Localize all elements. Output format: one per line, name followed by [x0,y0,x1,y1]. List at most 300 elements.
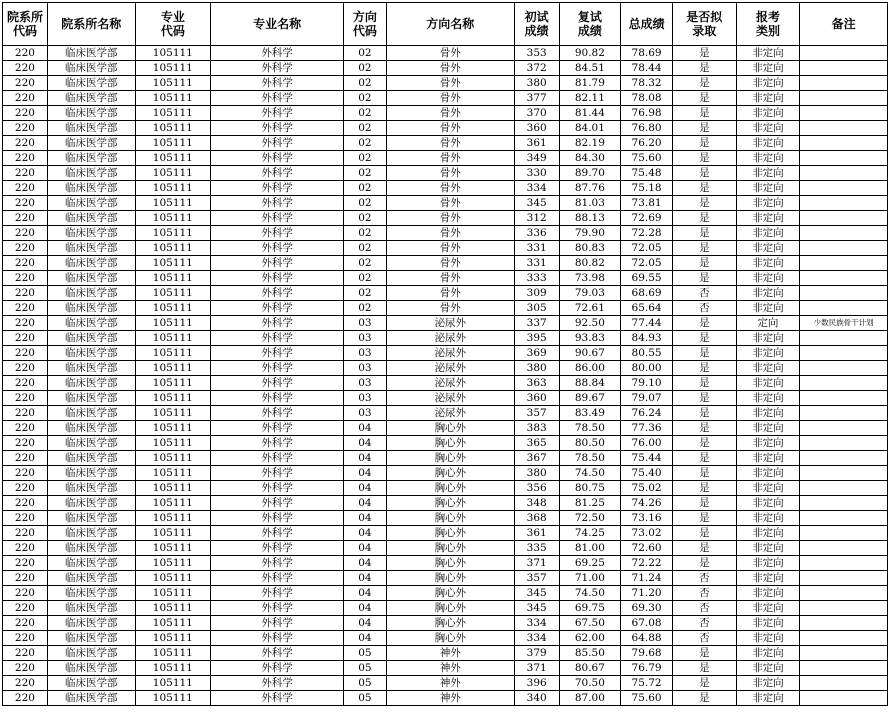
cell-type: 非定向 [736,106,800,121]
cell-dir-code: 02 [344,256,387,271]
cell-initial: 367 [514,451,559,466]
cell-major-code: 105111 [135,166,211,181]
cell-dept-code: 220 [3,361,48,376]
table-row [3,46,888,61]
cell-major-name: 外科学 [211,346,344,361]
cell-major-name: 外科学 [211,181,344,196]
cell-type: 非定向 [736,586,800,601]
header-label-line: 专业 [160,10,185,24]
header-label-line: 是否拟 [686,10,723,24]
cell-dir-name: 泌尿外 [386,346,514,361]
cell-dir-code: 04 [344,571,387,586]
cell-type: 非定向 [736,91,800,106]
cell-dir-code: 02 [344,166,387,181]
cell-total: 78.69 [621,46,673,61]
cell-dept-name: 临床医学部 [47,691,135,706]
cell-major-code: 105111 [135,601,211,616]
cell-retest: 79.90 [559,226,621,241]
cell-retest: 81.00 [559,541,621,556]
cell-total: 76.00 [621,436,673,451]
cell-dept-code: 220 [3,691,48,706]
cell-initial: 395 [514,331,559,346]
cell-major-code: 105111 [135,556,211,571]
cell-admit: 是 [672,121,736,136]
cell-type: 非定向 [736,211,800,226]
cell-total: 68.69 [621,286,673,301]
cell-major-code: 105111 [135,121,211,136]
cell-type: 非定向 [736,166,800,181]
admission-results-table [2,2,888,706]
cell-note [800,436,888,451]
cell-dept-name: 临床医学部 [47,316,135,331]
cell-dept-code: 220 [3,556,48,571]
cell-admit: 是 [672,556,736,571]
cell-retest: 80.82 [559,256,621,271]
table-row [3,361,888,376]
cell-dept-code: 220 [3,346,48,361]
cell-retest: 74.50 [559,466,621,481]
cell-initial: 368 [514,511,559,526]
header-label-line: 代码 [352,24,377,38]
cell-admit: 是 [672,376,736,391]
cell-admit: 是 [672,466,736,481]
cell-total: 72.60 [621,541,673,556]
table-row [3,256,888,271]
table-row [3,496,888,511]
cell-dir-name: 骨外 [386,136,514,151]
cell-major-name: 外科学 [211,406,344,421]
cell-retest: 81.44 [559,106,621,121]
table-row [3,571,888,586]
cell-dir-name: 骨外 [386,256,514,271]
cell-major-name: 外科学 [211,106,344,121]
cell-dept-name: 临床医学部 [47,301,135,316]
cell-total: 71.20 [621,586,673,601]
cell-dir-name: 泌尿外 [386,376,514,391]
cell-admit: 是 [672,226,736,241]
cell-note [800,136,888,151]
cell-admit: 是 [672,406,736,421]
cell-dept-name: 临床医学部 [47,601,135,616]
cell-total: 80.55 [621,346,673,361]
cell-initial: 345 [514,196,559,211]
cell-dept-code: 220 [3,331,48,346]
table-row [3,481,888,496]
cell-dir-code: 03 [344,376,387,391]
cell-major-name: 外科学 [211,46,344,61]
cell-retest: 87.76 [559,181,621,196]
cell-retest: 67.50 [559,616,621,631]
cell-initial: 305 [514,301,559,316]
table-body [3,46,888,706]
cell-note [800,241,888,256]
cell-retest: 74.25 [559,526,621,541]
cell-dir-code: 02 [344,226,387,241]
cell-dept-code: 220 [3,316,48,331]
cell-total: 69.55 [621,271,673,286]
cell-dir-name: 骨外 [386,211,514,226]
cell-type: 非定向 [736,376,800,391]
cell-dir-code: 02 [344,76,387,91]
cell-type: 非定向 [736,601,800,616]
cell-admit: 是 [672,331,736,346]
cell-initial: 331 [514,241,559,256]
cell-major-name: 外科学 [211,361,344,376]
cell-dir-name: 骨外 [386,286,514,301]
cell-major-name: 外科学 [211,691,344,706]
cell-initial: 356 [514,481,559,496]
column-header-retest [559,3,621,46]
cell-major-name: 外科学 [211,481,344,496]
table-row [3,316,888,331]
table-row [3,691,888,706]
cell-dir-code: 03 [344,391,387,406]
cell-retest: 84.01 [559,121,621,136]
cell-dir-name: 胸心外 [386,451,514,466]
cell-retest: 90.82 [559,46,621,61]
cell-admit: 是 [672,691,736,706]
cell-initial: 360 [514,121,559,136]
cell-dept-code: 220 [3,571,48,586]
cell-initial: 380 [514,76,559,91]
cell-major-code: 105111 [135,346,211,361]
cell-admit: 是 [672,241,736,256]
column-header-major-code [135,3,211,46]
cell-dir-code: 03 [344,361,387,376]
header-label-line: 复试 [577,10,602,24]
cell-note [800,376,888,391]
cell-initial: 371 [514,661,559,676]
cell-retest: 80.67 [559,661,621,676]
cell-dept-code: 220 [3,661,48,676]
table-row [3,526,888,541]
cell-admit: 是 [672,196,736,211]
header-label-line: 院系所名称 [61,17,122,31]
table-row [3,91,888,106]
cell-major-code: 105111 [135,256,211,271]
table-row [3,196,888,211]
cell-major-name: 外科学 [211,601,344,616]
cell-dept-name: 临床医学部 [47,61,135,76]
cell-dept-code: 220 [3,391,48,406]
cell-note [800,361,888,376]
cell-initial: 349 [514,151,559,166]
cell-initial: 335 [514,541,559,556]
cell-retest: 72.50 [559,511,621,526]
table-row [3,226,888,241]
cell-major-name: 外科学 [211,211,344,226]
cell-major-name: 外科学 [211,241,344,256]
cell-note [800,526,888,541]
cell-dir-name: 神外 [386,661,514,676]
cell-note [800,121,888,136]
cell-dir-code: 03 [344,346,387,361]
cell-note [800,556,888,571]
cell-major-code: 105111 [135,661,211,676]
cell-dept-name: 临床医学部 [47,211,135,226]
cell-major-name: 外科学 [211,676,344,691]
cell-admit: 是 [672,136,736,151]
cell-major-name: 外科学 [211,286,344,301]
cell-dir-name: 胸心外 [386,466,514,481]
cell-dept-name: 临床医学部 [47,226,135,241]
cell-retest: 88.13 [559,211,621,226]
cell-note [800,496,888,511]
cell-major-name: 外科学 [211,151,344,166]
cell-retest: 70.50 [559,676,621,691]
cell-dept-code: 220 [3,421,48,436]
cell-major-code: 105111 [135,466,211,481]
table-row [3,376,888,391]
cell-admit: 是 [672,421,736,436]
cell-total: 76.24 [621,406,673,421]
cell-type: 非定向 [736,76,800,91]
cell-dir-name: 骨外 [386,241,514,256]
cell-major-name: 外科学 [211,91,344,106]
cell-type: 非定向 [736,691,800,706]
cell-dept-name: 临床医学部 [47,616,135,631]
cell-note [800,286,888,301]
cell-major-code: 105111 [135,526,211,541]
cell-total: 78.32 [621,76,673,91]
cell-major-code: 105111 [135,136,211,151]
cell-admit: 否 [672,616,736,631]
cell-dir-code: 02 [344,151,387,166]
cell-dir-code: 04 [344,616,387,631]
cell-major-code: 105111 [135,331,211,346]
cell-retest: 81.03 [559,196,621,211]
cell-type: 非定向 [736,511,800,526]
cell-dept-code: 220 [3,211,48,226]
cell-initial: 365 [514,436,559,451]
cell-major-name: 外科学 [211,556,344,571]
cell-dir-code: 04 [344,481,387,496]
cell-type: 非定向 [736,526,800,541]
cell-note [800,541,888,556]
column-header-dept-code [3,3,48,46]
cell-dept-code: 220 [3,166,48,181]
cell-dept-name: 临床医学部 [47,526,135,541]
cell-retest: 89.67 [559,391,621,406]
cell-total: 73.02 [621,526,673,541]
cell-dept-name: 临床医学部 [47,331,135,346]
cell-dept-code: 220 [3,376,48,391]
cell-major-code: 105111 [135,376,211,391]
cell-total: 72.22 [621,556,673,571]
table-row [3,136,888,151]
cell-initial: 340 [514,691,559,706]
cell-dept-name: 临床医学部 [47,436,135,451]
cell-dir-code: 04 [344,631,387,646]
cell-total: 78.08 [621,91,673,106]
cell-admit: 否 [672,586,736,601]
cell-dept-code: 220 [3,676,48,691]
cell-major-code: 105111 [135,316,211,331]
cell-dept-code: 220 [3,196,48,211]
cell-type: 非定向 [736,616,800,631]
cell-dir-name: 胸心外 [386,496,514,511]
cell-dept-code: 220 [3,136,48,151]
cell-total: 78.44 [621,61,673,76]
cell-dept-name: 临床医学部 [47,46,135,61]
cell-dept-code: 220 [3,181,48,196]
cell-dept-name: 临床医学部 [47,571,135,586]
cell-dir-name: 泌尿外 [386,316,514,331]
cell-admit: 否 [672,601,736,616]
cell-note [800,181,888,196]
cell-initial: 383 [514,421,559,436]
cell-type: 非定向 [736,496,800,511]
cell-dept-name: 临床医学部 [47,631,135,646]
cell-dir-code: 03 [344,316,387,331]
cell-total: 75.72 [621,676,673,691]
cell-admit: 是 [672,166,736,181]
cell-total: 65.64 [621,301,673,316]
cell-admit: 是 [672,361,736,376]
cell-dept-name: 临床医学部 [47,511,135,526]
table-row [3,676,888,691]
cell-major-code: 105111 [135,691,211,706]
column-header-major-name [211,3,344,46]
cell-initial: 379 [514,646,559,661]
cell-admit: 是 [672,76,736,91]
cell-type: 非定向 [736,556,800,571]
cell-total: 76.98 [621,106,673,121]
cell-admit: 否 [672,631,736,646]
cell-initial: 333 [514,271,559,286]
cell-admit: 是 [672,271,736,286]
cell-total: 80.00 [621,361,673,376]
cell-dept-name: 临床医学部 [47,361,135,376]
cell-note [800,346,888,361]
cell-note [800,466,888,481]
column-header-note [800,3,888,46]
cell-total: 67.08 [621,616,673,631]
cell-dept-name: 临床医学部 [47,451,135,466]
cell-dept-code: 220 [3,541,48,556]
cell-dir-name: 神外 [386,676,514,691]
cell-admit: 是 [672,481,736,496]
cell-initial: 361 [514,526,559,541]
cell-note [800,256,888,271]
cell-dir-name: 胸心外 [386,436,514,451]
cell-retest: 69.25 [559,556,621,571]
cell-note [800,211,888,226]
table-row [3,151,888,166]
cell-dir-code: 02 [344,181,387,196]
cell-type: 非定向 [736,406,800,421]
cell-retest: 81.79 [559,76,621,91]
cell-dept-name: 临床医学部 [47,466,135,481]
cell-admit: 是 [672,496,736,511]
cell-major-code: 105111 [135,496,211,511]
cell-admit: 是 [672,391,736,406]
cell-dept-code: 220 [3,301,48,316]
cell-initial: 334 [514,616,559,631]
cell-major-code: 105111 [135,676,211,691]
cell-note [800,661,888,676]
cell-dir-code: 02 [344,121,387,136]
cell-major-name: 外科学 [211,61,344,76]
cell-note [800,586,888,601]
cell-type: 非定向 [736,46,800,61]
cell-initial: 371 [514,556,559,571]
table-row [3,466,888,481]
cell-dept-code: 220 [3,61,48,76]
cell-retest: 80.83 [559,241,621,256]
table-row [3,421,888,436]
cell-major-name: 外科学 [211,316,344,331]
cell-total: 72.05 [621,256,673,271]
cell-major-name: 外科学 [211,226,344,241]
cell-type: 非定向 [736,481,800,496]
cell-retest: 88.84 [559,376,621,391]
cell-note [800,511,888,526]
cell-dir-name: 胸心外 [386,601,514,616]
table-row [3,211,888,226]
header-label-line: 方向名称 [426,17,475,31]
cell-note [800,676,888,691]
cell-dept-name: 临床医学部 [47,556,135,571]
cell-retest: 71.00 [559,571,621,586]
cell-note [800,451,888,466]
cell-major-code: 105111 [135,631,211,646]
cell-initial: 309 [514,286,559,301]
cell-major-code: 105111 [135,91,211,106]
cell-dept-name: 临床医学部 [47,256,135,271]
cell-initial: 372 [514,61,559,76]
cell-major-name: 外科学 [211,631,344,646]
cell-major-code: 105111 [135,436,211,451]
cell-major-name: 外科学 [211,136,344,151]
cell-note [800,481,888,496]
cell-dir-name: 骨外 [386,76,514,91]
cell-type: 非定向 [736,226,800,241]
cell-major-name: 外科学 [211,646,344,661]
cell-admit: 是 [672,436,736,451]
table-row [3,346,888,361]
cell-total: 75.60 [621,691,673,706]
cell-type: 非定向 [736,631,800,646]
cell-dir-name: 胸心外 [386,616,514,631]
cell-major-name: 外科学 [211,466,344,481]
cell-major-name: 外科学 [211,526,344,541]
cell-dept-name: 临床医学部 [47,646,135,661]
cell-retest: 80.50 [559,436,621,451]
cell-dir-name: 泌尿外 [386,361,514,376]
cell-major-name: 外科学 [211,376,344,391]
cell-dir-code: 04 [344,451,387,466]
column-header-type [736,3,800,46]
cell-admit: 是 [672,211,736,226]
cell-initial: 345 [514,601,559,616]
cell-major-code: 105111 [135,46,211,61]
cell-major-name: 外科学 [211,301,344,316]
table-row [3,451,888,466]
cell-dir-code: 04 [344,526,387,541]
table-row [3,181,888,196]
cell-initial: 377 [514,91,559,106]
cell-major-name: 外科学 [211,256,344,271]
cell-retest: 89.70 [559,166,621,181]
cell-type: 非定向 [736,301,800,316]
cell-major-code: 105111 [135,511,211,526]
header-row [3,3,888,46]
cell-dir-name: 胸心外 [386,541,514,556]
cell-major-code: 105111 [135,451,211,466]
cell-total: 79.10 [621,376,673,391]
cell-dir-code: 02 [344,61,387,76]
